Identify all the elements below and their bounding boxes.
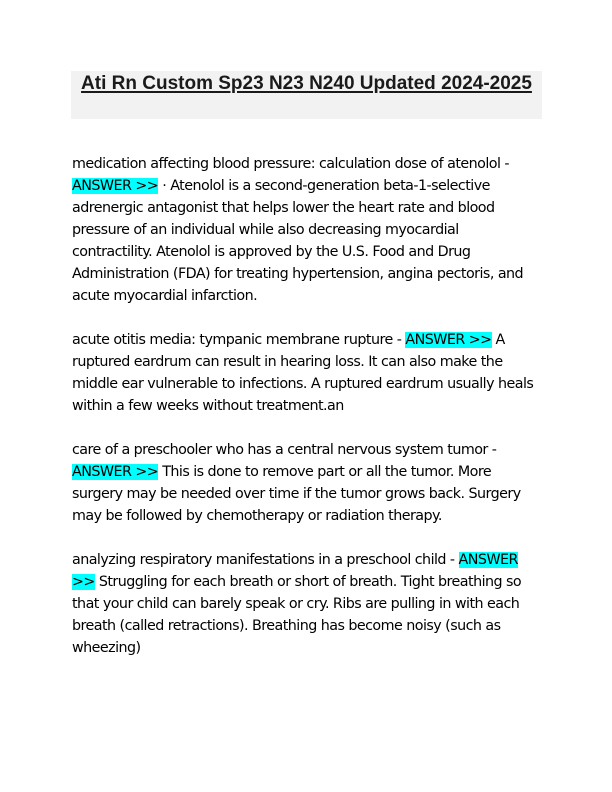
- qa-entry: [72, 549, 542, 659]
- document-body: [72, 153, 542, 681]
- answer-text: · Atenolol is a second-generation beta-1-selective adrenergic antagonist that helps lower the heart rate and blood pressure of an individual while also decreasing myocardial contractility. Atenolol is approved by the U.S. Food and Drug Administration (FDA) for treating hypertension, angina pectoris, and acute myocardial infarction.: [72, 178, 524, 304]
- qa-entry: [72, 439, 542, 527]
- document-title: Ati Rn Custom Sp23 N23 N240 Updated 2024-2025: [81, 73, 532, 94]
- answer-highlight: ANSWER >>: [405, 332, 492, 348]
- answer-highlight: ANSWER >>: [72, 178, 159, 194]
- answer-text: This is done to remove part or all the tumor. More surgery may be needed over time if the tumor grows back. Surgery may be followed by chemotherapy or radiation therapy.: [72, 464, 521, 524]
- question-text: medication affecting blood pressure: calculation dose of atenolol -: [72, 156, 509, 172]
- title-box: [71, 71, 542, 119]
- qa-entry: [72, 329, 542, 417]
- qa-entry: [72, 153, 542, 307]
- answer-highlight: ANSWER >>: [72, 552, 518, 590]
- question-text: acute otitis media: tympanic membrane rupture -: [72, 332, 406, 348]
- question-text: care of a preschooler who has a central nervous system tumor -: [72, 442, 497, 458]
- answer-text: A ruptured eardrum can result in hearing loss. It can also make the middle ear vulnerable to infections. A ruptured eardrum usually heals within a few weeks without treatment.an: [72, 332, 534, 414]
- answer-text: Struggling for each breath or short of breath. Tight breathing so that your child can barely speak or cry. Ribs are pulling in with each breath (called retractions). Breathing has become noisy (such as wheezing): [72, 574, 522, 656]
- question-text: analyzing respiratory manifestations in a preschool child -: [72, 552, 459, 568]
- answer-highlight: ANSWER >>: [72, 464, 159, 480]
